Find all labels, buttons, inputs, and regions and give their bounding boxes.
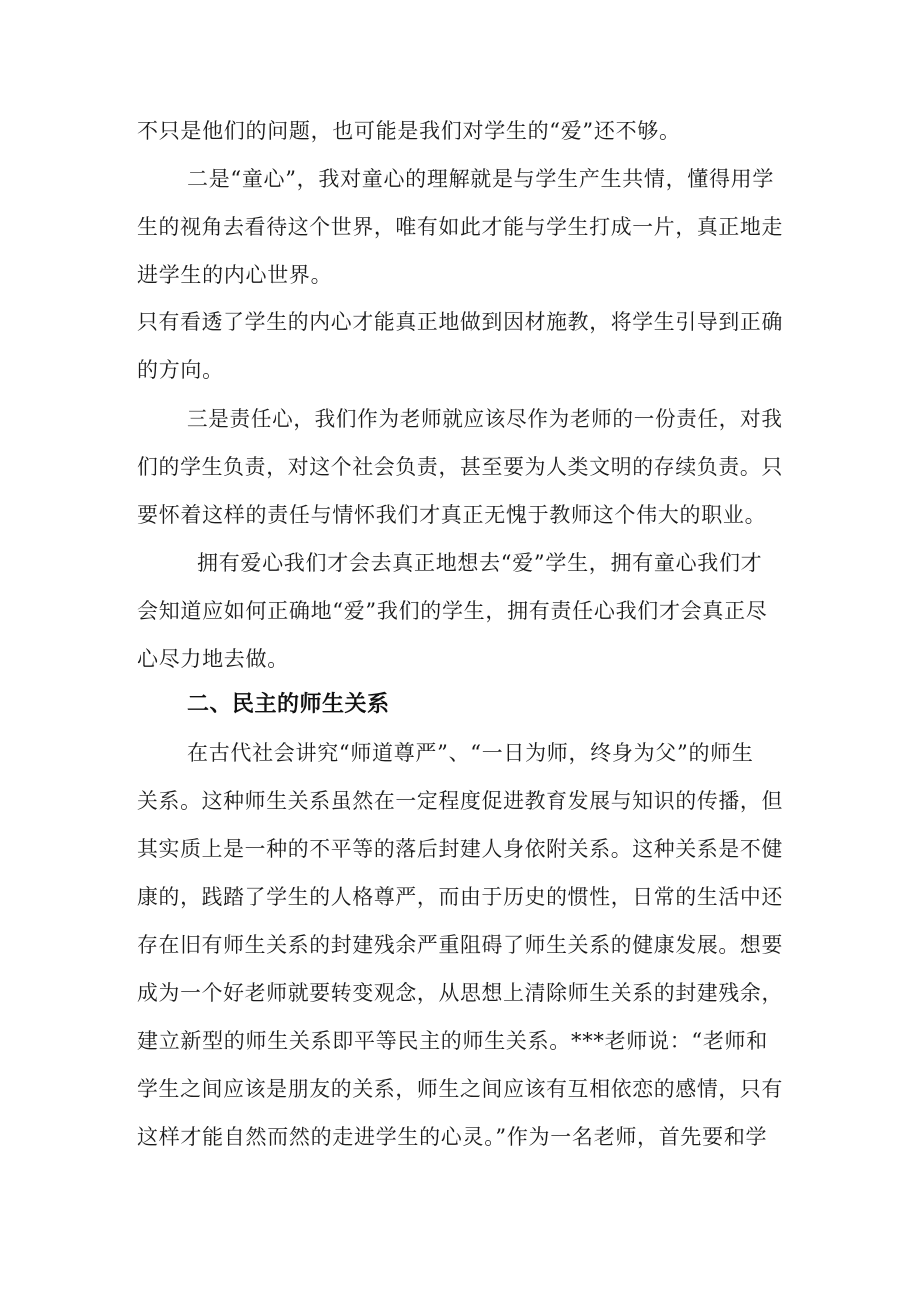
text-line: 要怀着这样的责任与情怀我们才真正无愧于教师这个伟大的职业。 — [137, 503, 767, 527]
text-line: 拥有爱心我们才会去真正地想去“爱”学生，拥有童心我们才 — [197, 551, 763, 575]
text-line: 关系。这种师生关系虽然在一定程度促进教育发展与知识的传播，但 — [137, 789, 783, 813]
text-line: 不只是他们的问题，也可能是我们对学生的“爱”还不够。 — [137, 119, 681, 143]
text-line: 进学生的内心世界。 — [137, 263, 333, 287]
text-line: 生的视角去看待这个世界，唯有如此才能与学生打成一片，真正地走 — [137, 215, 783, 239]
text-line: 心尽力地去做。 — [137, 647, 289, 671]
text-line: 三是责任心，我们作为老师就应该尽作为老师的一份责任，对我 — [187, 407, 783, 431]
text-line: 康的，践踏了学生的人格尊严，而由于历史的惯性，日常的生活中还 — [137, 885, 783, 909]
text-line: 会知道应如何正确地“爱”我们的学生，拥有责任心我们才会真正尽 — [137, 599, 768, 623]
text-line: 只有看透了学生的内心才能真正地做到因材施教，将学生引导到正确 — [137, 310, 783, 334]
text-line: 在古代社会讲究“师道尊严”、“一日为师，终身为父”的师生 — [187, 741, 754, 765]
text-line: 的方向。 — [137, 358, 224, 382]
text-line: 建立新型的师生关系即平等民主的师生关系。***老师说：“老师和 — [137, 1029, 768, 1053]
text-line: 这样才能自然而然的走进学生的心灵。”作为一名老师，首先要和学 — [137, 1125, 768, 1149]
text-line: 学生之间应该是朋友的关系，师生之间应该有互相依恋的感情，只有 — [137, 1077, 783, 1101]
text-line: 存在旧有师生关系的封建残余严重阻碍了师生关系的健康发展。想要 — [137, 933, 783, 957]
text-line: 们的学生负责，对这个社会负责，甚至要为人类文明的存续负责。只 — [137, 455, 783, 479]
text-line: 其实质上是一种的不平等的落后封建人身依附关系。这种关系是不健 — [137, 837, 783, 861]
text-line: 成为一个好老师就要转变观念，从思想上清除师生关系的封建残余， — [137, 981, 783, 1005]
text-line: 二是“童心”，我对童心的理解就是与学生产生共情，懂得用学 — [187, 167, 775, 191]
section-heading: 二、民主的师生关系 — [187, 692, 390, 717]
